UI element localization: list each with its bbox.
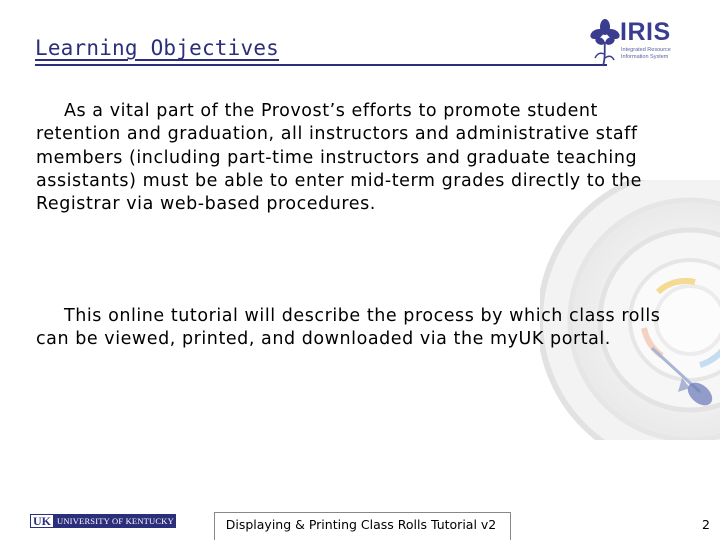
iris-wordmark: IRIS: [620, 18, 671, 46]
iris-logo: [590, 18, 680, 70]
iris-flower-icon: [590, 18, 620, 68]
title-underline-rule: [35, 64, 607, 66]
objective-paragraph-1-text: As a vital part of the Provost’s efforts to promote student retention and graduation, all instructors and administrative staff members (including part-time instructors and graduate teaching assistants) must be able to enter mid-term grades directly to the Registrar via web-based procedures.: [36, 101, 642, 215]
iris-tagline: Integrated Resource Information System: [621, 47, 671, 60]
uk-monogram: UK: [33, 514, 51, 528]
university-of-kentucky-logo: [30, 514, 176, 528]
objective-paragraph-1: [36, 100, 676, 216]
objective-paragraph-2: [36, 305, 676, 352]
footer-caption: Displaying & Printing Class Rolls Tutorial v2: [225, 517, 497, 532]
objective-paragraph-2-text: This online tutorial will describe the process by which class rolls can be viewed, printed, and downloaded via the myUK portal.: [36, 306, 661, 350]
university-name: UNIVERSITY OF KENTUCKY: [57, 516, 174, 526]
slide-title: Learning Objectives: [35, 36, 280, 60]
page-number: 2: [702, 517, 710, 532]
